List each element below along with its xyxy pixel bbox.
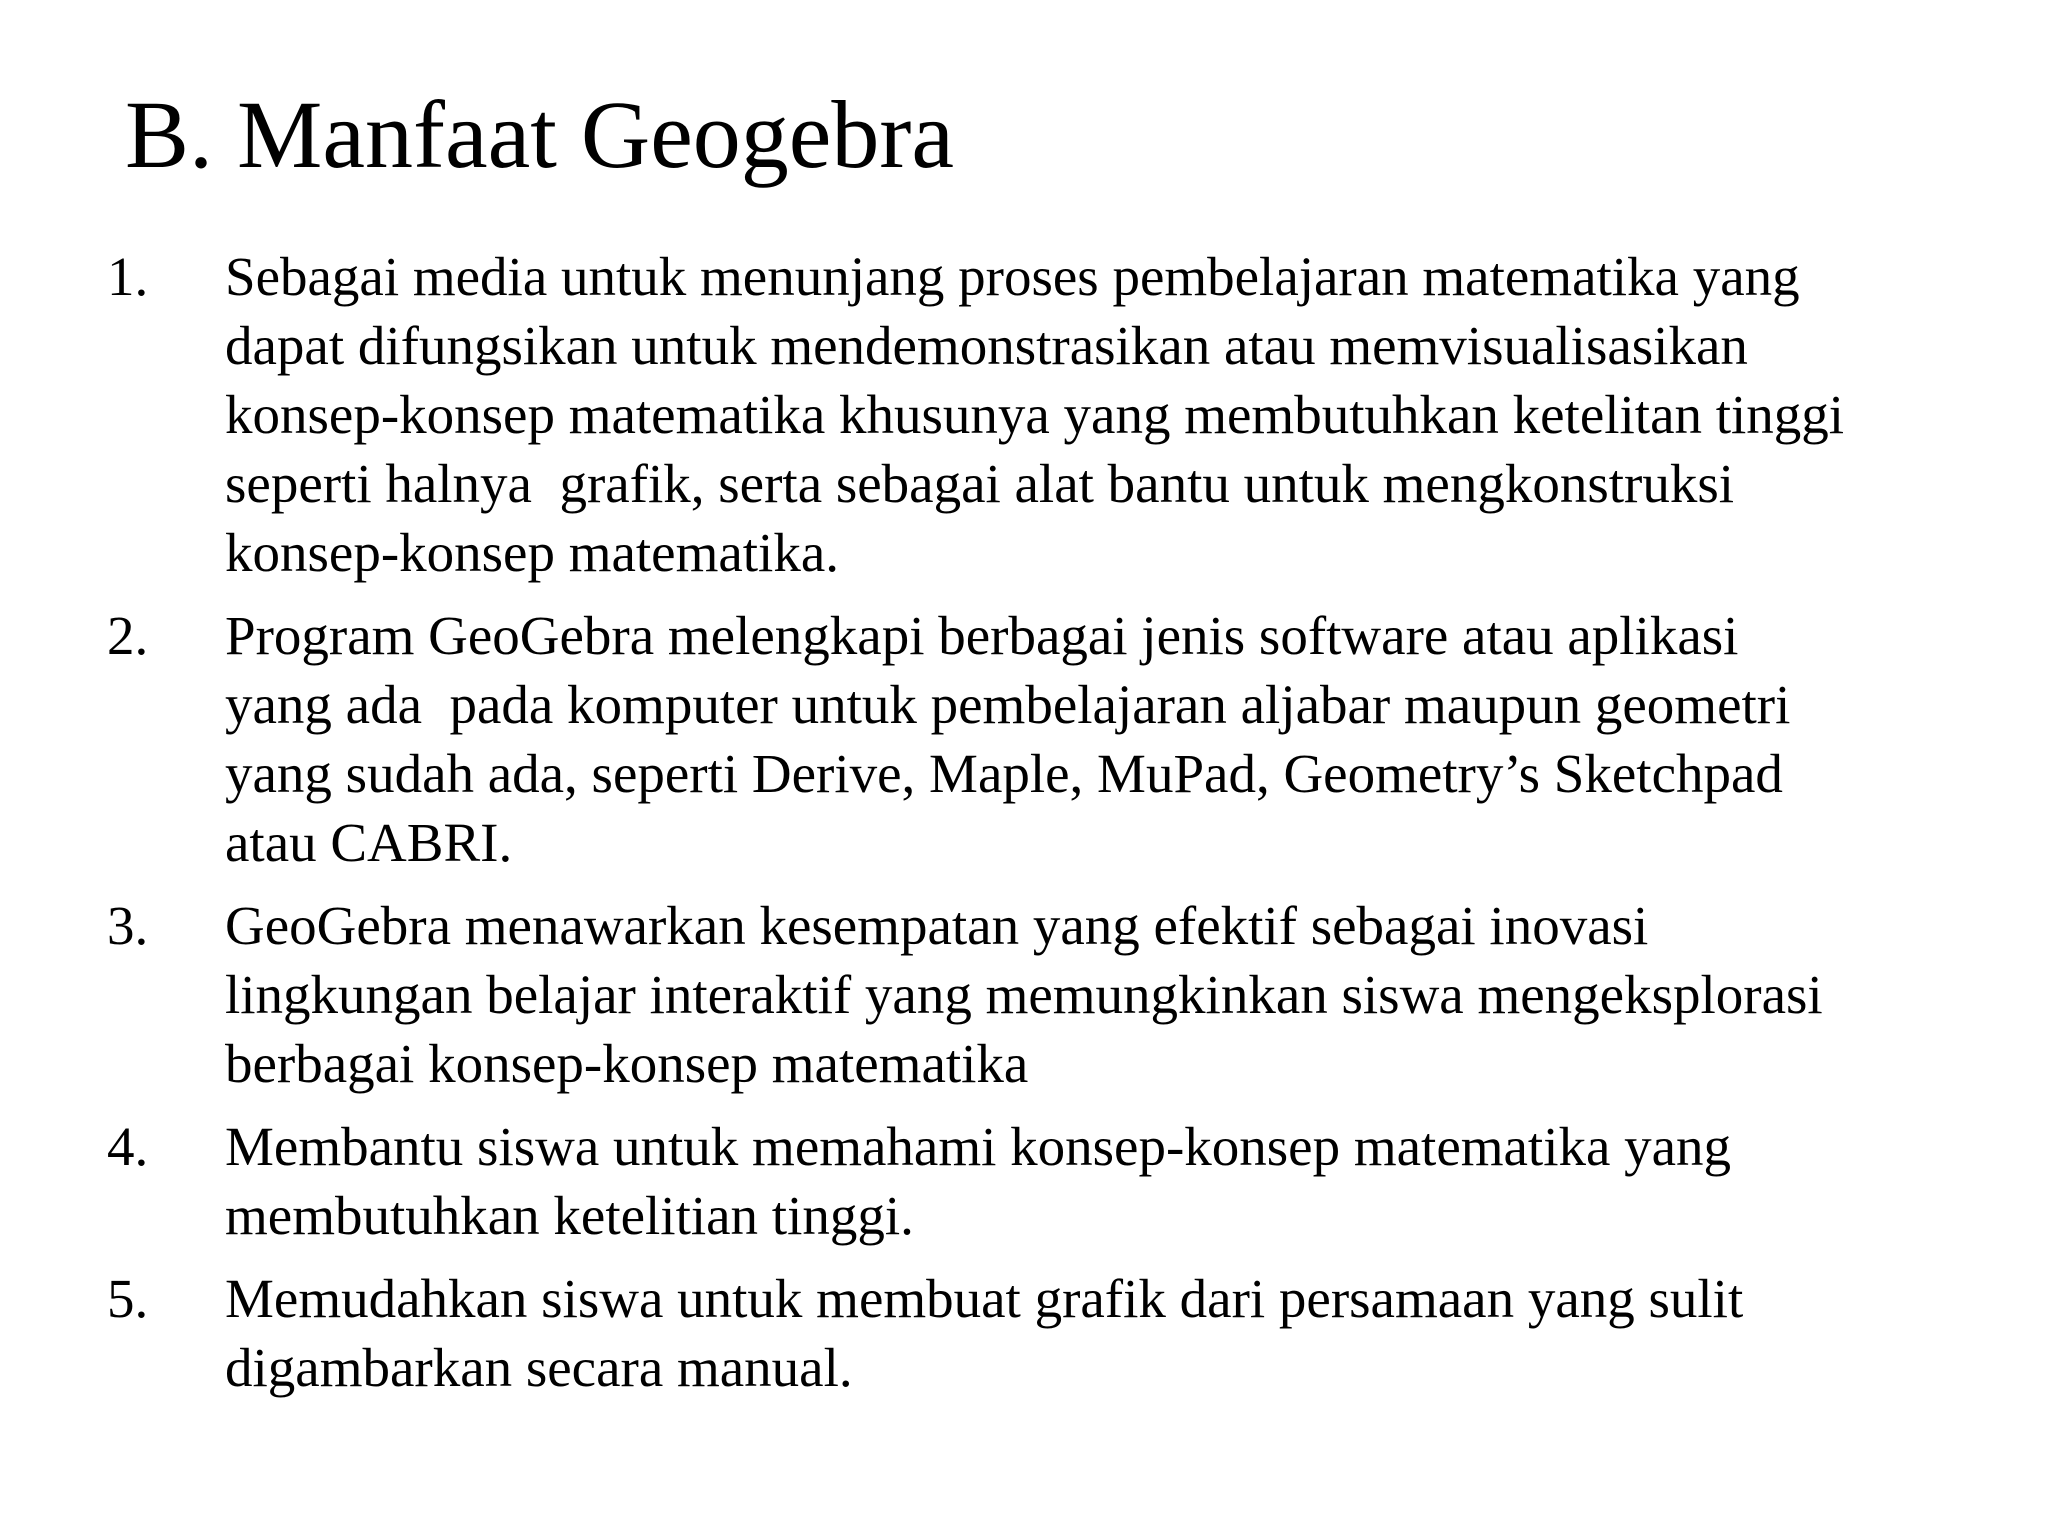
text-line: membutuhkan ketelitian tinggi. <box>225 1185 914 1246</box>
text-line: konsep-konsep matematika khusunya yang membutuhkan ketelitan tinggi <box>225 384 1845 445</box>
list-item <box>107 601 1987 877</box>
text-line: yang sudah ada, seperti Derive, Maple, MuPad, Geometry’s Sketchpad <box>225 743 1783 804</box>
list-item-text <box>225 601 1987 877</box>
text-line: Sebagai media untuk menunjang proses pembelajaran matematika yang <box>225 246 1800 307</box>
list-item-number: 3. <box>107 895 149 956</box>
text-line: berbagai konsep-konsep matematika <box>225 1033 1029 1094</box>
list-item-number: 5. <box>107 1268 149 1329</box>
text-line: Membantu siswa untuk memahami konsep-konsep matematika yang <box>225 1116 1732 1177</box>
list-item-number: 1. <box>107 246 149 307</box>
list-item-text <box>225 891 1987 1098</box>
list-item <box>107 1264 1987 1402</box>
text-line: GeoGebra menawarkan kesempatan yang efektif sebagai inovasi <box>225 895 1649 956</box>
slide-title: B. Manfaat Geogebra <box>125 81 954 188</box>
list-item-text <box>225 242 1987 587</box>
list-item <box>107 1112 1987 1250</box>
list-item-text <box>225 1112 1987 1250</box>
text-line: lingkungan belajar interaktif yang memungkinkan siswa mengeksplorasi <box>225 964 1823 1025</box>
text-line: yang ada pada komputer untuk pembelajaran aljabar maupun geometri <box>225 674 1791 735</box>
list-item-number: 2. <box>107 605 149 666</box>
text-line: atau CABRI. <box>225 812 513 873</box>
text-line: seperti halnya grafik, serta sebagai alat bantu untuk mengkonstruksi <box>225 453 1735 514</box>
list-item <box>107 891 1987 1098</box>
list-item <box>107 242 1987 587</box>
text-line: Program GeoGebra melengkapi berbagai jenis software atau aplikasi <box>225 605 1739 666</box>
text-line: digambarkan secara manual. <box>225 1337 853 1398</box>
text-line: dapat difungsikan untuk mendemonstrasikan atau memvisualisasikan <box>225 315 1748 376</box>
text-line: Memudahkan siswa untuk membuat grafik dari persamaan yang sulit <box>225 1268 1744 1329</box>
list-item-number: 4. <box>107 1116 149 1177</box>
list-item-text <box>225 1264 1987 1402</box>
text-line: konsep-konsep matematika. <box>225 522 839 583</box>
benefits-list <box>107 242 1987 1416</box>
